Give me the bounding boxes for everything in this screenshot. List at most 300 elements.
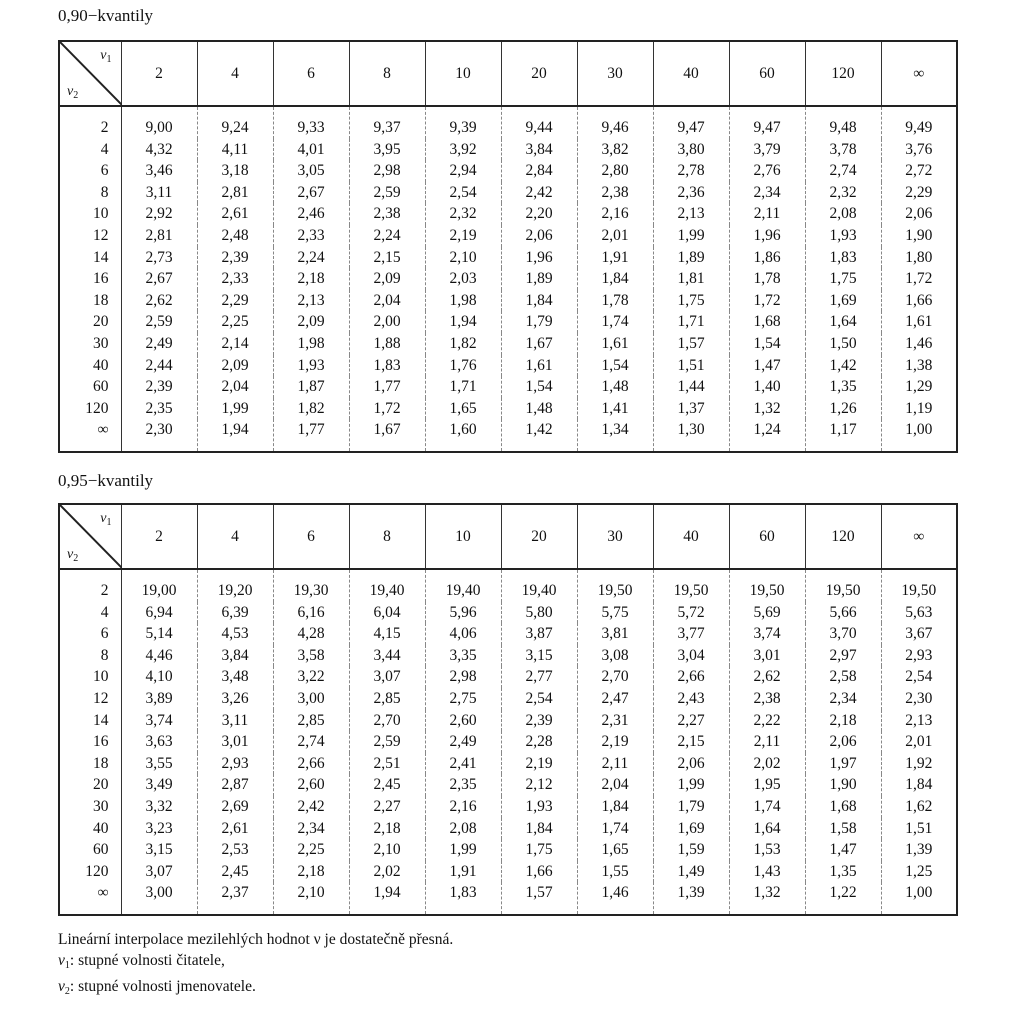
table-cell: 1,93: [805, 225, 881, 247]
row-label: 120: [59, 398, 121, 420]
table-cell: 2,54: [905, 668, 933, 686]
table-cell: 2,30: [905, 689, 933, 707]
table-cell: 1,84: [905, 776, 933, 794]
table-row: [59, 268, 957, 290]
table-cell: 2,11: [729, 731, 805, 753]
table-cell: 5,69: [729, 602, 805, 624]
table-cell: 1,91: [425, 861, 501, 883]
table-cell: 1,74: [729, 796, 805, 818]
table-cell: 1,35: [805, 861, 881, 883]
table-row: [59, 182, 957, 204]
table-cell: 2,29: [197, 290, 273, 312]
table-cell: 2,85: [349, 688, 425, 710]
table-cell: 3,15: [121, 839, 197, 861]
table-cell: 1,79: [501, 311, 577, 333]
row-label: 40: [59, 818, 121, 840]
table-cell: 3,44: [349, 645, 425, 667]
table-row: [59, 139, 957, 161]
table-cell: 2,39: [197, 247, 273, 269]
table-cell: 2,28: [501, 731, 577, 753]
row-label: 60: [59, 839, 121, 861]
table-cell: 2,41: [425, 753, 501, 775]
table-cell: 2,25: [197, 311, 273, 333]
table-row: [59, 710, 957, 732]
table-cell: 2,92: [121, 203, 197, 225]
table-cell: 3,84: [197, 645, 273, 667]
table-cell: 2,73: [121, 247, 197, 269]
table-cell: 2,87: [197, 774, 273, 796]
table-cell: 3,35: [425, 645, 501, 667]
table-cell: 19,40: [501, 569, 577, 602]
table-cell: 2,09: [273, 311, 349, 333]
column-header: 120: [805, 504, 881, 569]
table-cell: 1,39: [653, 882, 729, 915]
table-cell: 1,84: [501, 290, 577, 312]
table-cell: 1,99: [425, 839, 501, 861]
column-header: 8: [349, 504, 425, 569]
column-header: 6: [273, 504, 349, 569]
row-label: 4: [59, 602, 121, 624]
table-cell: 2,45: [349, 774, 425, 796]
table-cell: 1,93: [501, 796, 577, 818]
table-cell: 2,09: [349, 268, 425, 290]
table-cell: 2,37: [197, 882, 273, 915]
table-cell: 2,06: [805, 731, 881, 753]
table-cell: 1,55: [577, 861, 653, 883]
column-header: ∞: [881, 41, 957, 106]
row-label: ∞: [59, 419, 121, 452]
table-cell: 2,59: [349, 182, 425, 204]
table-cell: 3,76: [905, 140, 933, 158]
table-cell: 2,66: [273, 753, 349, 775]
table-cell: 4,15: [349, 623, 425, 645]
table-cell: 1,32: [729, 398, 805, 420]
table-cell: 2,25: [273, 839, 349, 861]
table-cell: 1,75: [805, 268, 881, 290]
table-cell: 1,51: [653, 355, 729, 377]
corner-header-cell: [59, 504, 121, 569]
row-label: 8: [59, 645, 121, 667]
table-cell: 2,15: [653, 731, 729, 753]
table-cell: 1,48: [577, 376, 653, 398]
table-cell: 2,20: [501, 203, 577, 225]
table-cell: 1,44: [653, 376, 729, 398]
table-cell: 1,72: [905, 270, 933, 288]
table-cell: 2,48: [197, 225, 273, 247]
table-cell: 2,27: [653, 710, 729, 732]
table-cell: 5,75: [577, 602, 653, 624]
table-cell: 2,18: [273, 268, 349, 290]
table-cell: 1,81: [653, 268, 729, 290]
row-label: 2: [59, 569, 121, 602]
table-cell: 1,65: [425, 398, 501, 420]
table-cell: 19,50: [729, 569, 805, 602]
table-cell: 2,61: [197, 203, 273, 225]
row-label: 16: [59, 268, 121, 290]
table-cell: 3,55: [121, 753, 197, 775]
table-cell: 1,50: [805, 333, 881, 355]
column-header: 30: [577, 41, 653, 106]
table-cell: 3,04: [653, 645, 729, 667]
table-row: [59, 839, 957, 861]
table-cell: 4,10: [121, 666, 197, 688]
table-cell: 1,98: [273, 333, 349, 355]
table-cell: 2,39: [501, 710, 577, 732]
table-row: [59, 688, 957, 710]
table-cell: 1,53: [729, 839, 805, 861]
row-label: 18: [59, 753, 121, 775]
table-cell: 9,37: [349, 106, 425, 139]
column-header: ∞: [881, 504, 957, 569]
table-cell: 3,07: [349, 666, 425, 688]
table-cell: 2,69: [197, 796, 273, 818]
table-cell: 2,78: [653, 160, 729, 182]
table-cell: 1,30: [653, 419, 729, 452]
quantile-table-090: [58, 40, 958, 453]
table-cell: 1,49: [653, 861, 729, 883]
table-cell: 1,48: [501, 398, 577, 420]
table-cell: 9,00: [121, 106, 197, 139]
table-cell: 1,78: [729, 268, 805, 290]
table-cell: 2,76: [729, 160, 805, 182]
table-cell: 3,11: [197, 710, 273, 732]
table-cell: 2,98: [425, 666, 501, 688]
row-label: 30: [59, 333, 121, 355]
table-cell: 3,92: [425, 139, 501, 161]
table-cell: 1,25: [905, 862, 933, 880]
table-cell: 2,59: [121, 311, 197, 333]
table-cell: 2,01: [577, 225, 653, 247]
column-header: 10: [425, 504, 501, 569]
table-cell: 3,78: [805, 139, 881, 161]
table-cell: 1,35: [805, 376, 881, 398]
table-cell: 2,08: [425, 818, 501, 840]
table-cell: 1,59: [653, 839, 729, 861]
table-cell: 9,46: [577, 106, 653, 139]
table-cell: 1,75: [653, 290, 729, 312]
table-cell: 2,13: [273, 290, 349, 312]
table-cell: 1,38: [905, 356, 933, 374]
table-row: [59, 419, 957, 452]
table-cell: 2,29: [905, 183, 933, 201]
table-cell: 2,04: [577, 774, 653, 796]
table-cell: 2,02: [729, 753, 805, 775]
table-cell: 1,39: [905, 841, 933, 859]
table-cell: 4,06: [425, 623, 501, 645]
row-label: 40: [59, 355, 121, 377]
table-cell: 2,31: [577, 710, 653, 732]
table-cell: 6,16: [273, 602, 349, 624]
table-cell: 9,33: [273, 106, 349, 139]
table-cell: 1,65: [577, 839, 653, 861]
table-cell: 3,82: [577, 139, 653, 161]
table-cell: 2,34: [805, 688, 881, 710]
row-label: 14: [59, 247, 121, 269]
table-cell: 1,67: [501, 333, 577, 355]
column-header: 120: [805, 41, 881, 106]
table-cell: 2,45: [197, 861, 273, 883]
table-cell: 2,70: [349, 710, 425, 732]
table-row: [59, 818, 957, 840]
table-cell: 3,81: [577, 623, 653, 645]
table-cell: 2,19: [425, 225, 501, 247]
table-cell: 1,54: [729, 333, 805, 355]
table-cell: 1,37: [653, 398, 729, 420]
table-cell: 2,01: [905, 733, 933, 751]
header-row: [59, 41, 957, 106]
table-cell: 3,32: [121, 796, 197, 818]
section-title-095: 0,95−kvantily: [58, 471, 154, 490]
table-cell: 2,81: [197, 182, 273, 204]
table-cell: 2,11: [577, 753, 653, 775]
table-row: [59, 623, 957, 645]
table-cell: 1,41: [577, 398, 653, 420]
table-cell: 2,49: [425, 731, 501, 753]
table-cell: 1,83: [425, 882, 501, 915]
table-cell: 3,49: [121, 774, 197, 796]
table-row: [59, 731, 957, 753]
table-cell: 2,80: [577, 160, 653, 182]
table-cell: 2,51: [349, 753, 425, 775]
table-cell: 1,94: [349, 882, 425, 915]
table-cell: 1,54: [501, 376, 577, 398]
table-cell: 2,10: [273, 882, 349, 915]
table-cell: 3,26: [197, 688, 273, 710]
table-cell: 1,84: [577, 268, 653, 290]
table-cell: 19,30: [273, 569, 349, 602]
table-cell: 2,84: [501, 160, 577, 182]
note-interpolation: Lineární interpolace mezilehlých hodnot ν je dostatečně přesná.: [58, 931, 454, 948]
table-cell: 1,89: [501, 268, 577, 290]
table-body-095: [59, 569, 957, 915]
table-cell: 2,58: [805, 666, 881, 688]
table-cell: 9,49: [905, 119, 933, 136]
table-cell: 2,04: [197, 376, 273, 398]
table-cell: 2,61: [197, 818, 273, 840]
table-cell: 1,84: [501, 818, 577, 840]
footnotes: [58, 929, 453, 1002]
row-label: 4: [59, 139, 121, 161]
table-cell: 2,18: [805, 710, 881, 732]
table-row: [59, 602, 957, 624]
table-cell: 3,23: [121, 818, 197, 840]
table-cell: 6,39: [197, 602, 273, 624]
table-cell: 2,42: [501, 182, 577, 204]
table-cell: 1,29: [905, 378, 933, 396]
table-cell: 2,43: [653, 688, 729, 710]
column-header: 20: [501, 41, 577, 106]
table-cell: 6,94: [121, 602, 197, 624]
table-cell: 2,62: [729, 666, 805, 688]
table-cell: 2,74: [273, 731, 349, 753]
table-cell: 3,11: [121, 182, 197, 204]
table-row: [59, 311, 957, 333]
row-label: 12: [59, 688, 121, 710]
table-cell: 1,99: [653, 225, 729, 247]
nu1-label: $\nu_1$: [100, 48, 112, 65]
table-cell: 2,19: [501, 753, 577, 775]
table-cell: 2,11: [729, 203, 805, 225]
table-cell: 2,44: [121, 355, 197, 377]
table-cell: 1,61: [905, 313, 933, 331]
table-cell: 2,02: [349, 861, 425, 883]
table-cell: 1,83: [805, 247, 881, 269]
table-cell: 1,75: [501, 839, 577, 861]
table-cell: 1,47: [805, 839, 881, 861]
table-cell: 1,00: [905, 884, 933, 902]
table-cell: 2,39: [121, 376, 197, 398]
column-header: 60: [729, 504, 805, 569]
column-header: 4: [197, 504, 273, 569]
table-cell: 2,13: [653, 203, 729, 225]
table-cell: 1,79: [653, 796, 729, 818]
table-cell: 2,67: [273, 182, 349, 204]
table-cell: 2,24: [273, 247, 349, 269]
row-label: 120: [59, 861, 121, 883]
row-label: 30: [59, 796, 121, 818]
table-cell: 19,00: [121, 569, 197, 602]
table-cell: 2,13: [905, 711, 933, 729]
table-cell: 1,76: [425, 355, 501, 377]
row-label: 18: [59, 290, 121, 312]
nu1-label: $\nu_1$: [100, 511, 112, 528]
row-label: 20: [59, 311, 121, 333]
table-cell: 2,36: [653, 182, 729, 204]
nu2-label: $\nu_2$: [67, 84, 79, 101]
table-row: [59, 203, 957, 225]
table-cell: 2,10: [425, 247, 501, 269]
table-cell: 3,95: [349, 139, 425, 161]
table-cell: 2,03: [425, 268, 501, 290]
table-cell: 3,84: [501, 139, 577, 161]
table-cell: 2,27: [349, 796, 425, 818]
table-cell: 1,60: [425, 419, 501, 452]
table-cell: 2,53: [197, 839, 273, 861]
table-cell: 4,28: [273, 623, 349, 645]
table-cell: 1,24: [729, 419, 805, 452]
table-cell: 1,32: [729, 882, 805, 915]
table-cell: 2,09: [197, 355, 273, 377]
table-cell: 1,83: [349, 355, 425, 377]
table-cell: 3,01: [197, 731, 273, 753]
table-row: [59, 569, 957, 602]
table-cell: 4,01: [273, 139, 349, 161]
table-cell: 2,42: [273, 796, 349, 818]
table-cell: 3,74: [121, 710, 197, 732]
table-cell: 1,62: [905, 797, 933, 815]
table-cell: 1,77: [349, 376, 425, 398]
table-cell: 5,80: [501, 602, 577, 624]
table-cell: 1,95: [729, 774, 805, 796]
table-cell: 19,50: [901, 582, 937, 599]
table-cell: 3,63: [121, 731, 197, 753]
table-cell: 1,92: [905, 754, 933, 772]
table-cell: 3,05: [273, 160, 349, 182]
table-cell: 2,59: [349, 731, 425, 753]
table-row: [59, 645, 957, 667]
table-cell: 1,58: [805, 818, 881, 840]
table-cell: 3,79: [729, 139, 805, 161]
table-row: [59, 355, 957, 377]
row-label: 60: [59, 376, 121, 398]
table-cell: 1,54: [577, 355, 653, 377]
table-cell: 1,99: [653, 774, 729, 796]
table-cell: 3,22: [273, 666, 349, 688]
table-cell: 1,93: [273, 355, 349, 377]
table-cell: 3,01: [729, 645, 805, 667]
table-cell: 2,34: [273, 818, 349, 840]
table-row: [59, 247, 957, 269]
table-cell: 2,60: [425, 710, 501, 732]
table-cell: 1,82: [273, 398, 349, 420]
table-cell: 2,18: [349, 818, 425, 840]
table-cell: 1,19: [905, 399, 933, 417]
table-cell: 2,06: [501, 225, 577, 247]
table-cell: 2,22: [729, 710, 805, 732]
table-cell: 5,72: [653, 602, 729, 624]
table-cell: 2,19: [577, 731, 653, 753]
table-cell: 9,44: [501, 106, 577, 139]
table-cell: 1,22: [805, 882, 881, 915]
row-label: 6: [59, 623, 121, 645]
table-cell: 1,97: [805, 753, 881, 775]
table-cell: 2,97: [805, 645, 881, 667]
table-cell: 1,71: [653, 311, 729, 333]
table-cell: 1,91: [577, 247, 653, 269]
table-row: [59, 290, 957, 312]
row-label: 16: [59, 731, 121, 753]
table-cell: 1,57: [653, 333, 729, 355]
column-header: 8: [349, 41, 425, 106]
table-cell: 1,26: [805, 398, 881, 420]
table-cell: 2,70: [577, 666, 653, 688]
table-row: [59, 666, 957, 688]
table-cell: 9,47: [729, 106, 805, 139]
table-cell: 2,75: [425, 688, 501, 710]
table-cell: 2,00: [349, 311, 425, 333]
table-cell: 2,67: [121, 268, 197, 290]
table-cell: 2,62: [121, 290, 197, 312]
note-nu1: $\nu_1$: stupné volnosti čitatele,: [58, 952, 225, 971]
table-cell: 6,04: [349, 602, 425, 624]
table-cell: 1,90: [905, 226, 933, 244]
table-cell: 1,67: [349, 419, 425, 452]
table-cell: 1,17: [805, 419, 881, 452]
table-cell: 2,93: [197, 753, 273, 775]
table-cell: 1,66: [501, 861, 577, 883]
table-cell: 1,46: [577, 882, 653, 915]
table-cell: 5,14: [121, 623, 197, 645]
table-cell: 4,11: [197, 139, 273, 161]
table-cell: 1,00: [905, 421, 933, 439]
table-cell: 2,38: [349, 203, 425, 225]
table-cell: 2,24: [349, 225, 425, 247]
column-header: 30: [577, 504, 653, 569]
table-cell: 9,48: [805, 106, 881, 139]
table-row: [59, 861, 957, 883]
table-cell: 3,07: [121, 861, 197, 883]
table-row: [59, 160, 957, 182]
table-cell: 1,57: [501, 882, 577, 915]
column-header: 2: [121, 41, 197, 106]
column-header: 6: [273, 41, 349, 106]
table-cell: 2,08: [805, 203, 881, 225]
table-cell: 2,04: [349, 290, 425, 312]
table-cell: 1,77: [273, 419, 349, 452]
table-cell: 9,47: [653, 106, 729, 139]
table-cell: 3,89: [121, 688, 197, 710]
table-cell: 1,42: [501, 419, 577, 452]
